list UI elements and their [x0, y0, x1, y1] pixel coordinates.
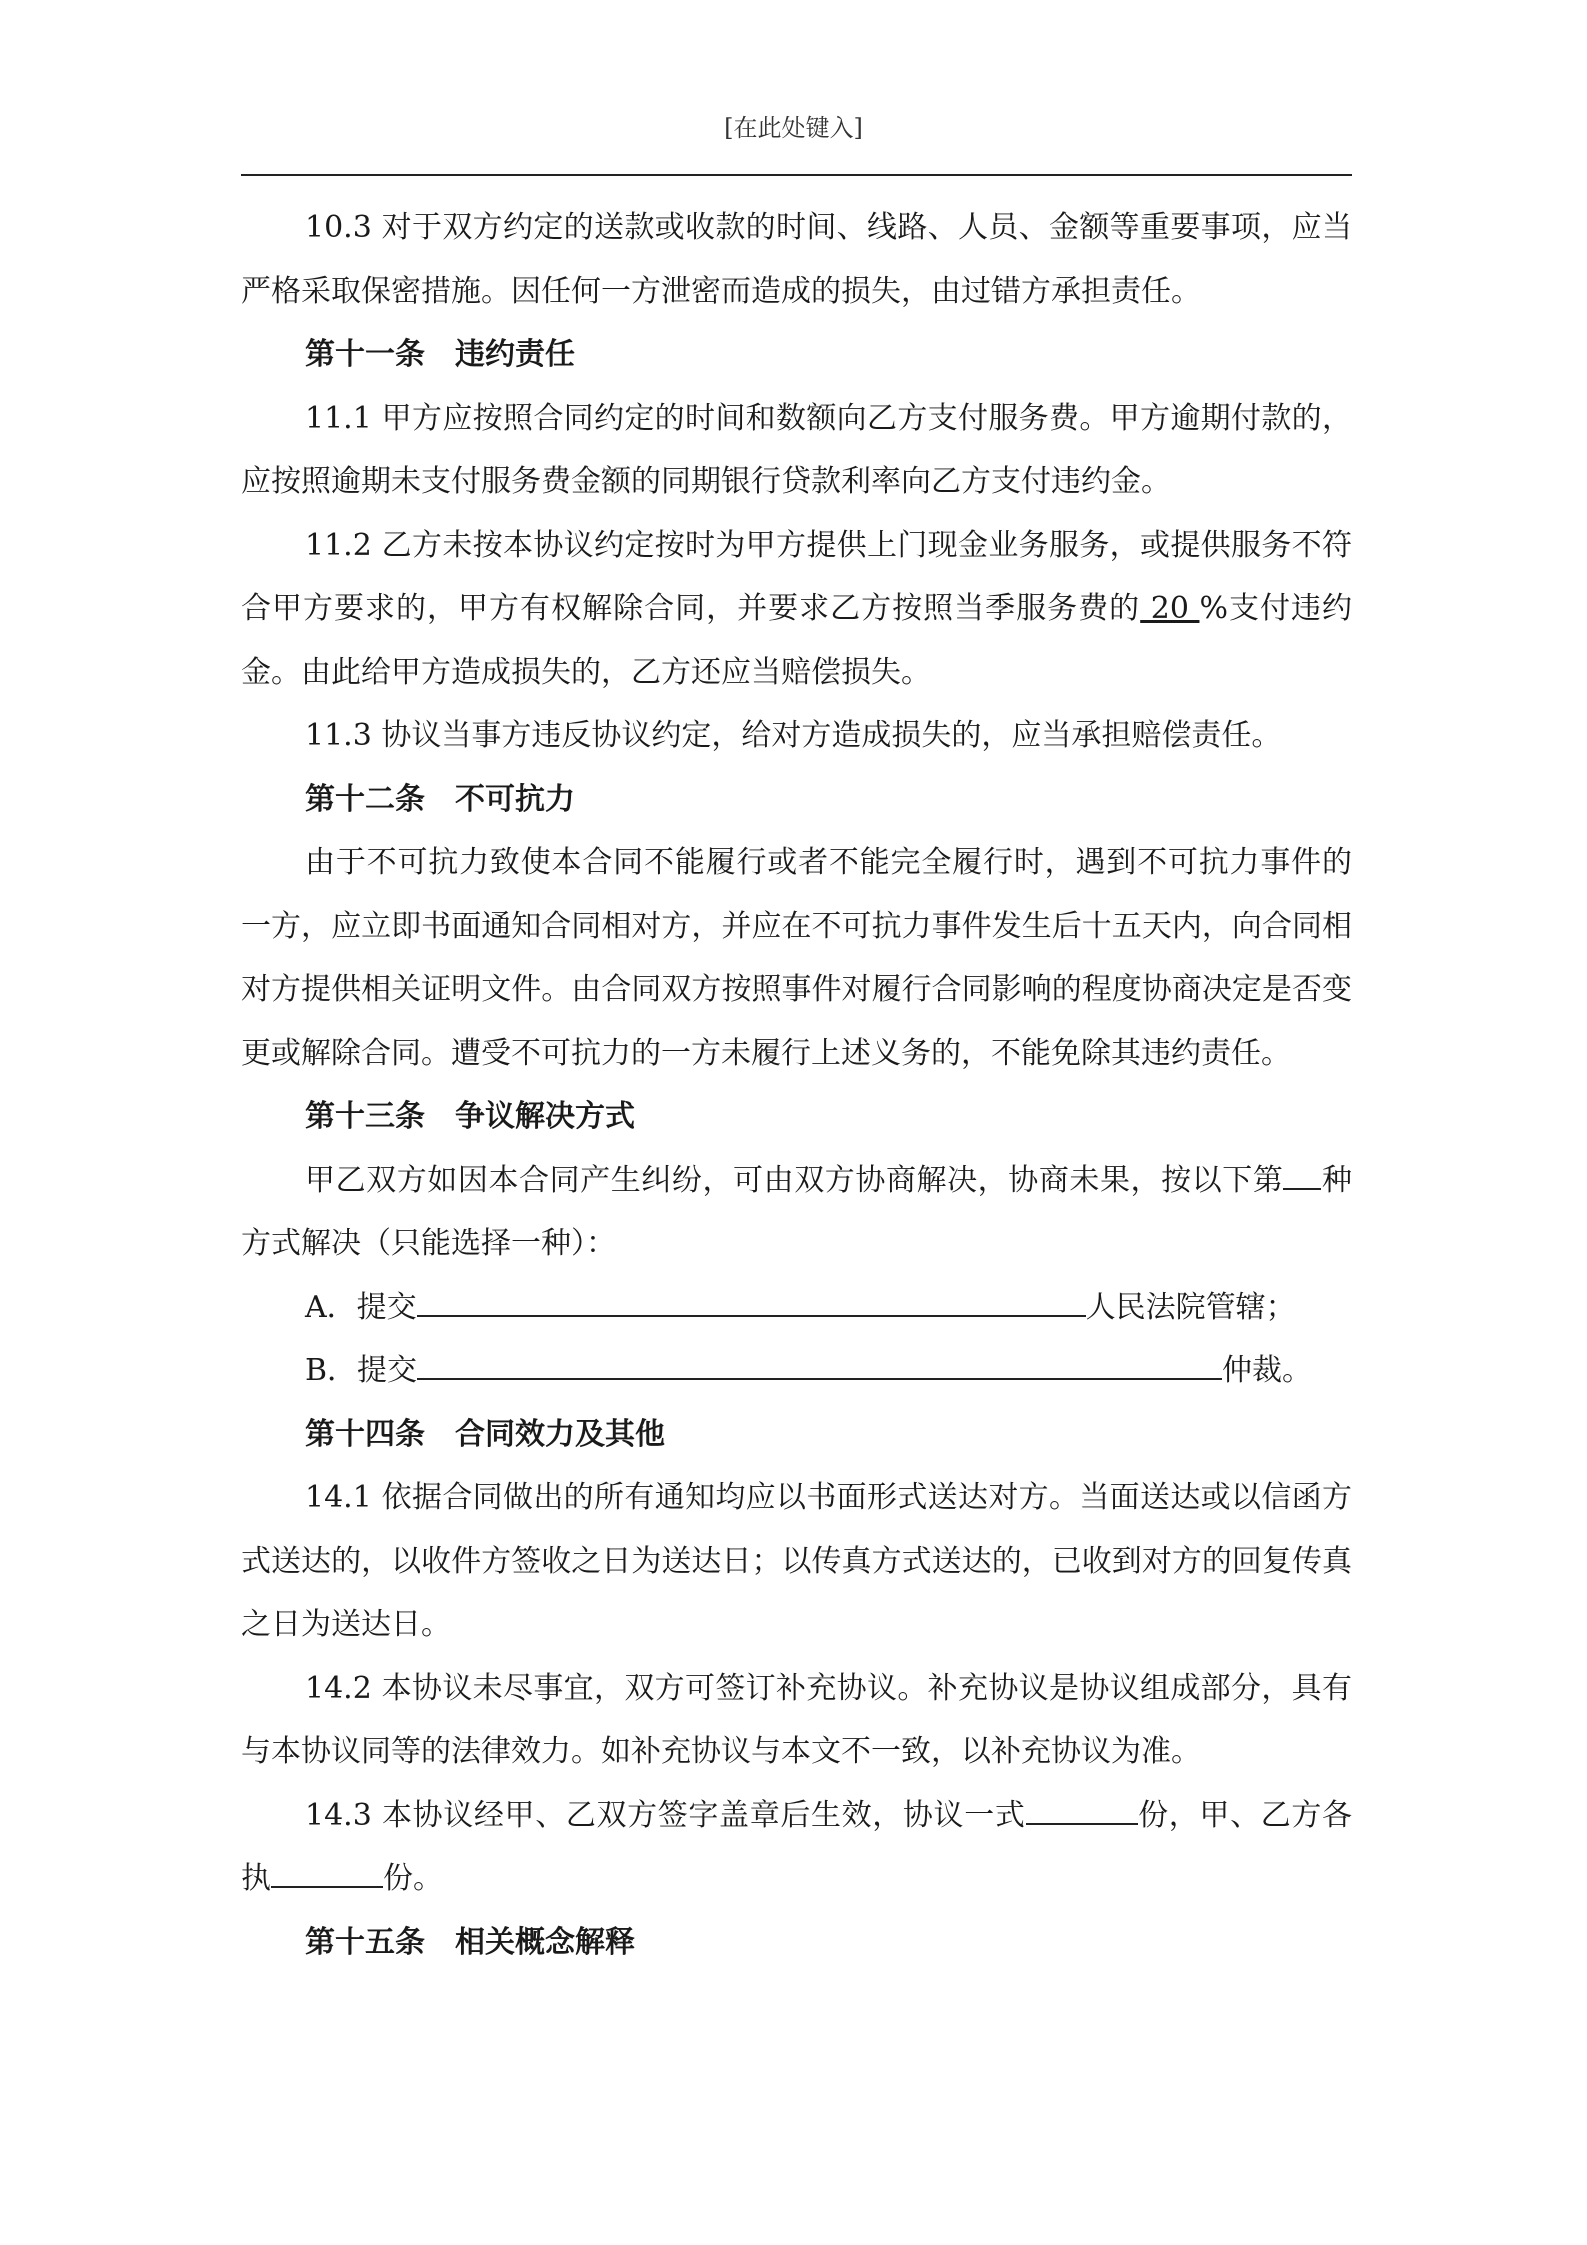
article-14-heading: 第十四条 合同效力及其他 [305, 1416, 665, 1452]
option-a-label: A．提交 [305, 1289, 417, 1325]
article-15-heading: 第十五条 相关概念解释 [305, 1924, 635, 1960]
court-name-blank [417, 1285, 1086, 1317]
clause-11-3: 11.3 协议当事方违反协议约定，给对方造成损失的，应当承担赔偿责任。 [305, 718, 1282, 753]
option-b-line [241, 1339, 1352, 1403]
clause-14-3-text-c: 份。 [383, 1861, 443, 1896]
copies-each-blank [271, 1856, 383, 1888]
page-header: [在此处键入] [724, 114, 863, 142]
clause-11-2-text-a: 11.2 乙方未按本协议约定按时为甲方提供上门现金业务服务，或提供服务不符合甲方要求的，甲方有权解除合同，并要求乙方按照当季服务费的 [241, 527, 1352, 626]
header-rule [241, 174, 1352, 176]
clause-11-2 [241, 514, 1352, 705]
clause-14-2: 14.2 本协议未尽事宜，双方可签订补充协议。补充协议是协议组成部分，具有与本协议同等的法律效力。如补充协议与本文不一致，以补充协议为准。 [241, 1670, 1352, 1769]
penalty-percent-field: 20 [1140, 591, 1200, 626]
clause-14-3-text-a: 14.3 本协议经甲、乙双方签字盖章后生效，协议一式 [305, 1797, 1026, 1833]
option-a-line [241, 1276, 1352, 1340]
copies-count-blank [1026, 1793, 1138, 1825]
option-a-suffix: 人民法院管辖； [1085, 1289, 1296, 1325]
clause-11-2-text-b: %支付违约金。由此给甲方造成损失的，乙方还应当赔偿损失。 [241, 591, 1353, 690]
article-12-heading: 第十二条 不可抗力 [305, 781, 575, 817]
article-13-text [241, 1149, 1352, 1276]
article-13-text-b: 种方式解决（只能选择一种）： [241, 1162, 1353, 1261]
article-12-text: 由于不可抗力致使本合同不能履行或者不能完全履行时，遇到不可抗力事件的一方，应立即书面通知合同相对方，并应在不可抗力事件发生后十五天内，向合同相对方提供相关证明文件。由合同双方按照事件对履行合同影响的程度协商决定是否变更或解除合同。遭受不可抗力的一方未履行上述义务的，不能免除其违约责任。 [241, 845, 1352, 1071]
clause-14-3-text-b: 份，甲、乙方各执 [241, 1797, 1353, 1896]
document-body [241, 196, 1352, 1974]
option-b-label: B．提交 [305, 1353, 418, 1388]
clause-14-1: 14.1 依据合同做出的所有通知均应以书面形式送达对方。当面送达或以信函方式送达的，以收件方签收之日为送达日；以传真方式送达的，已收到对方的回复传真之日为送达日。 [241, 1480, 1352, 1642]
article-11-heading: 第十一条 违约责任 [305, 337, 575, 372]
clause-10-3: 10.3 对于双方约定的送款或收款的时间、线路、人员、金额等重要事项，应当严格采取保密措施。因任何一方泄密而造成的损失，由过错方承担责任。 [241, 210, 1352, 309]
article-13-text-a: 甲乙双方如因本合同产生纠纷，可由双方协商解决，协商未果，按以下第 [305, 1162, 1284, 1198]
clause-11-1: 11.1 甲方应按照合同约定的时间和数额向乙方支付服务费。甲方逾期付款的，应按照逾期未支付服务费金额的同期银行贷款利率向乙方支付违约金。 [241, 400, 1352, 499]
article-13-heading: 第十三条 争议解决方式 [305, 1099, 635, 1134]
option-b-suffix: 仲裁。 [1222, 1353, 1313, 1388]
arbitration-name-blank [417, 1348, 1222, 1380]
option-number-blank [1283, 1158, 1321, 1190]
clause-14-3 [241, 1784, 1352, 1911]
